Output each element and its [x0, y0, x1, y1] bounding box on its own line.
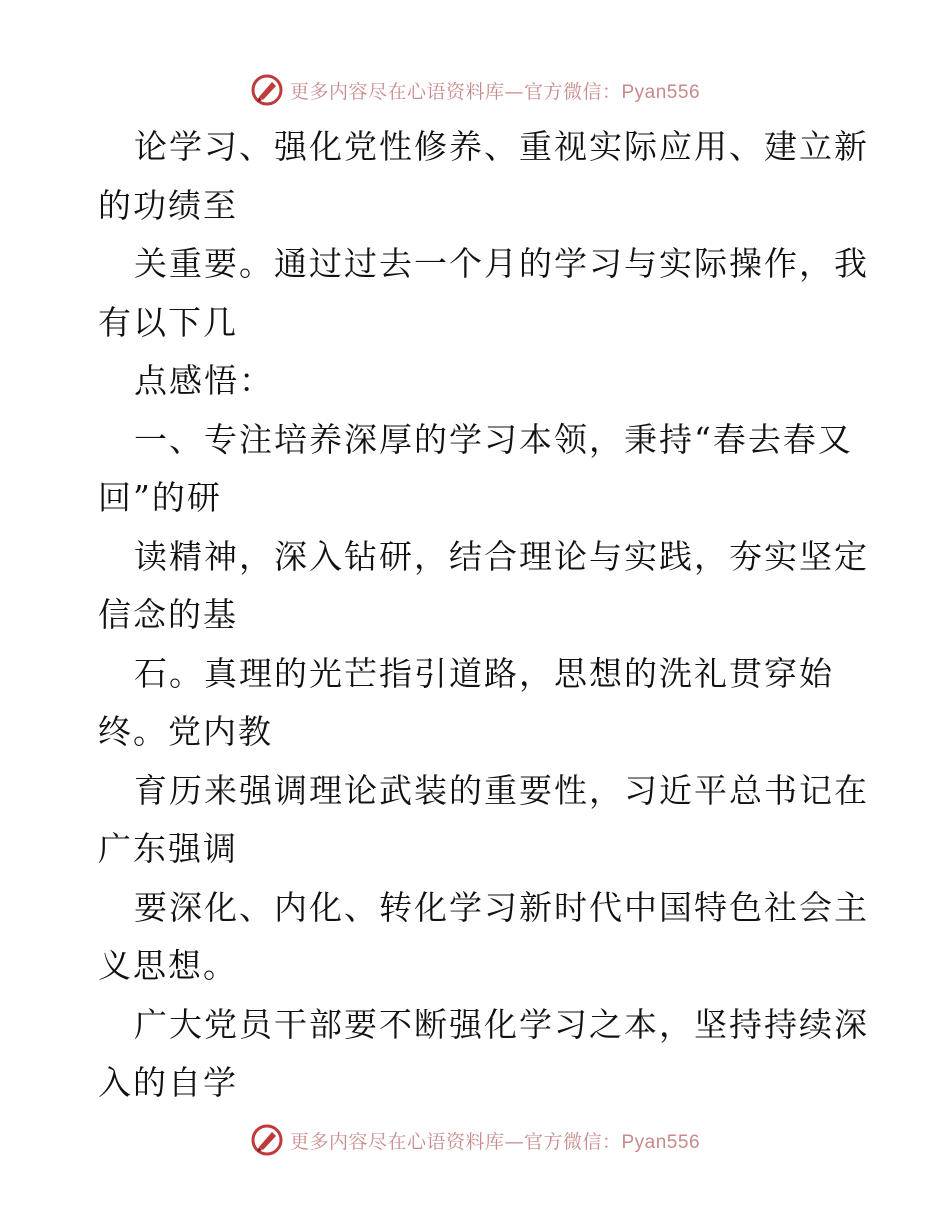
body-line: 广东强调	[98, 829, 238, 868]
pen-logo-icon	[250, 1123, 284, 1157]
document-body	[98, 118, 869, 1113]
body-line: 广大党员干部要不断强化学习之本，坚持持续深	[134, 1004, 869, 1044]
body-line: 论学习、强化党性修养、重视实际应用、建立新	[134, 127, 869, 166]
footer-banner-text: 更多内容尽在心语资料库—官方微信：Pyan556	[289, 1130, 701, 1153]
body-line: 关重要。通过过去一个月的学习与实际操作，我	[134, 244, 869, 283]
body-line: 读精神，深入钻研，结合理论与实践，夯实坚定	[134, 536, 869, 576]
body-line: 的功绩至	[98, 185, 238, 225]
body-line: 一、专注培养深厚的学习本领，秉持“春去春又	[134, 419, 853, 459]
body-line: 育历来强调理论武装的重要性，习近平总书记在	[134, 770, 869, 810]
body-line: 石。真理的光芒指引道路，思想的洗礼贯穿始	[134, 653, 834, 693]
body-line: 入的自学	[98, 1063, 238, 1102]
body-line: 信念的基	[98, 595, 238, 634]
body-line: 回”的研	[98, 478, 222, 517]
footer-banner	[0, 1120, 950, 1160]
body-line: 终。党内教	[98, 712, 273, 751]
body-line: 义思想。	[98, 946, 238, 985]
pen-logo-icon	[250, 73, 284, 107]
body-line: 要深化、内化、转化学习新时代中国特色社会主	[134, 887, 869, 927]
body-line: 点感悟：	[134, 361, 274, 400]
body-line: 有以下几	[98, 302, 238, 342]
header-banner-text: 更多内容尽在心语资料库—官方微信：Pyan556	[289, 80, 701, 103]
header-banner	[0, 70, 950, 110]
